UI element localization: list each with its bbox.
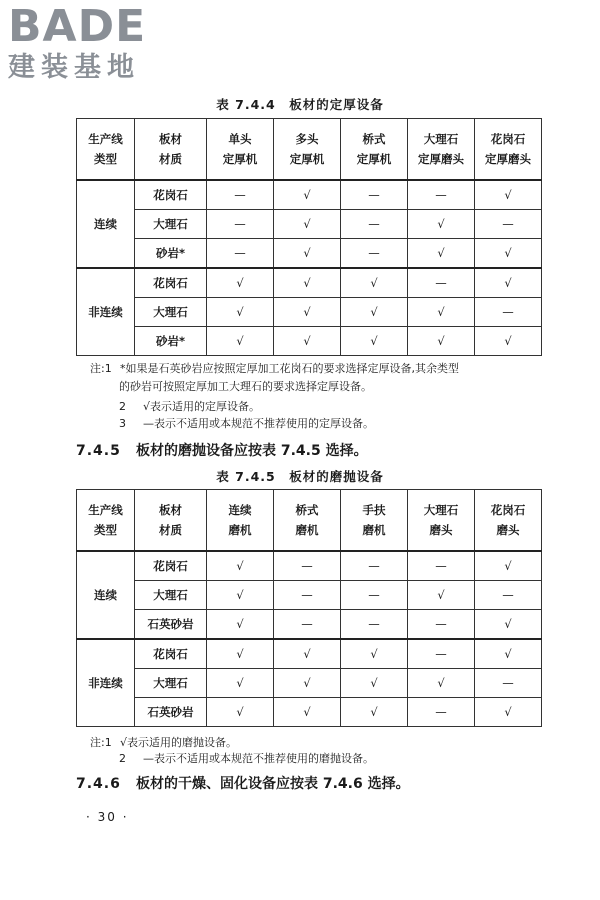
header-cell: 连续 磨机 <box>207 490 274 552</box>
applicability-cell: √ <box>207 327 274 356</box>
table-row <box>77 180 542 210</box>
applicability-cell: √ <box>274 210 341 239</box>
applicability-cell: √ <box>274 639 341 669</box>
applicability-cell: √ <box>408 210 475 239</box>
applicability-cell: — <box>408 551 475 581</box>
logo-chinese: 建装基地 <box>8 52 140 83</box>
applicability-cell: — <box>408 698 475 727</box>
material-cell: 花岗石 <box>135 639 207 669</box>
material-cell: 砂岩* <box>135 327 207 356</box>
header-cell: 板材 材质 <box>135 490 207 552</box>
table2-caption: 表 7.4.5 板材的磨抛设备 <box>216 469 384 484</box>
header-row <box>77 119 542 181</box>
applicability-cell: √ <box>274 698 341 727</box>
table1-note-1-cont: 的砂岩可按照定厚加工大理石的要求选择定厚设备。 <box>119 380 372 393</box>
header-cell: 大理石 磨头 <box>408 490 475 552</box>
applicability-cell: — <box>274 551 341 581</box>
applicability-cell: — <box>408 180 475 210</box>
header-row <box>77 490 542 552</box>
applicability-cell: √ <box>274 669 341 698</box>
applicability-cell: √ <box>408 669 475 698</box>
applicability-cell: — <box>341 180 408 210</box>
applicability-cell: √ <box>274 268 341 298</box>
applicability-cell: √ <box>341 268 408 298</box>
applicability-cell: √ <box>475 268 542 298</box>
header-cell: 手扶 磨机 <box>341 490 408 552</box>
header-cell: 多头 定厚机 <box>274 119 341 181</box>
applicability-cell: — <box>274 610 341 640</box>
table2-note-1: 注:1 √表示适用的磨抛设备。 <box>90 736 238 749</box>
table-row <box>77 610 542 640</box>
table-row <box>77 698 542 727</box>
logo <box>8 1 178 84</box>
material-cell: 大理石 <box>135 669 207 698</box>
section-7-4-5: 7.4.5 板材的磨抛设备应按表 7.4.5 选择。 <box>76 443 368 459</box>
applicability-cell: — <box>341 239 408 269</box>
material-cell: 石英砂岩 <box>135 698 207 727</box>
header-cell: 桥式 磨机 <box>274 490 341 552</box>
page-number: · 30 · <box>86 810 129 824</box>
applicability-cell: — <box>341 610 408 640</box>
table1-caption: 表 7.4.4 板材的定厚设备 <box>216 97 384 112</box>
applicability-cell: √ <box>341 639 408 669</box>
material-cell: 大理石 <box>135 581 207 610</box>
applicability-cell: — <box>341 581 408 610</box>
applicability-cell: — <box>207 180 274 210</box>
line-type-cell: 连续 <box>77 551 135 639</box>
table-row <box>77 268 542 298</box>
applicability-cell: √ <box>207 639 274 669</box>
material-cell: 花岗石 <box>135 551 207 581</box>
table-row <box>77 327 542 356</box>
applicability-cell: — <box>408 610 475 640</box>
applicability-cell: √ <box>475 180 542 210</box>
table1-note-1: 注:1 *如果是石英砂岩应按照定厚加工花岗石的要求选择定厚设备,其余类型 <box>90 362 459 375</box>
table2-polishing-equipment <box>76 489 542 727</box>
applicability-cell: — <box>274 581 341 610</box>
header-cell: 生产线 类型 <box>77 490 135 552</box>
material-cell: 砂岩* <box>135 239 207 269</box>
applicability-cell: √ <box>341 327 408 356</box>
table1-note-3: 3 —表示不适用或本规范不推荐使用的定厚设备。 <box>119 417 374 430</box>
applicability-cell: — <box>408 268 475 298</box>
applicability-cell: √ <box>408 239 475 269</box>
header-cell: 大理石 定厚磨头 <box>408 119 475 181</box>
applicability-cell: √ <box>408 581 475 610</box>
applicability-cell: — <box>475 669 542 698</box>
applicability-cell: √ <box>408 327 475 356</box>
table1-thickness-equipment <box>76 118 542 356</box>
header-cell: 桥式 定厚机 <box>341 119 408 181</box>
material-cell: 石英砂岩 <box>135 610 207 640</box>
section-7-4-6: 7.4.6 板材的干燥、固化设备应按表 7.4.6 选择。 <box>76 776 410 792</box>
table1-note-2: 2 √表示适用的定厚设备。 <box>119 400 261 413</box>
material-cell: 大理石 <box>135 210 207 239</box>
table-row <box>77 581 542 610</box>
applicability-cell: √ <box>475 698 542 727</box>
applicability-cell: √ <box>475 551 542 581</box>
applicability-cell: — <box>475 298 542 327</box>
header-cell: 单头 定厚机 <box>207 119 274 181</box>
applicability-cell: √ <box>341 298 408 327</box>
table2-note-2: 2 —表示不适用或本规范不推荐使用的磨抛设备。 <box>119 752 374 765</box>
table-row <box>77 551 542 581</box>
material-cell: 大理石 <box>135 298 207 327</box>
header-cell: 生产线 类型 <box>77 119 135 181</box>
applicability-cell: √ <box>274 180 341 210</box>
header-cell: 花岗石 定厚磨头 <box>475 119 542 181</box>
applicability-cell: — <box>207 210 274 239</box>
applicability-cell: √ <box>207 669 274 698</box>
applicability-cell: √ <box>207 610 274 640</box>
line-type-cell: 非连续 <box>77 268 135 356</box>
applicability-cell: √ <box>207 298 274 327</box>
applicability-cell: — <box>341 210 408 239</box>
applicability-cell: √ <box>274 327 341 356</box>
material-cell: 花岗石 <box>135 268 207 298</box>
table-row <box>77 669 542 698</box>
table-row <box>77 210 542 239</box>
applicability-cell: — <box>341 551 408 581</box>
applicability-cell: √ <box>475 639 542 669</box>
applicability-cell: √ <box>475 327 542 356</box>
table-row <box>77 239 542 269</box>
applicability-cell: √ <box>408 298 475 327</box>
applicability-cell: √ <box>274 298 341 327</box>
applicability-cell: — <box>475 210 542 239</box>
line-type-cell: 连续 <box>77 180 135 268</box>
applicability-cell: √ <box>207 268 274 298</box>
applicability-cell: — <box>207 239 274 269</box>
applicability-cell: √ <box>475 610 542 640</box>
applicability-cell: √ <box>207 551 274 581</box>
header-cell: 花岗石 磨头 <box>475 490 542 552</box>
logo-wordmark: BADE <box>8 1 147 52</box>
line-type-cell: 非连续 <box>77 639 135 727</box>
applicability-cell: — <box>475 581 542 610</box>
applicability-cell: √ <box>341 698 408 727</box>
header-cell: 板材 材质 <box>135 119 207 181</box>
applicability-cell: √ <box>207 581 274 610</box>
applicability-cell: — <box>408 639 475 669</box>
applicability-cell: √ <box>274 239 341 269</box>
material-cell: 花岗石 <box>135 180 207 210</box>
table-row <box>77 639 542 669</box>
applicability-cell: √ <box>341 669 408 698</box>
applicability-cell: √ <box>475 239 542 269</box>
applicability-cell: √ <box>207 698 274 727</box>
table-row <box>77 298 542 327</box>
